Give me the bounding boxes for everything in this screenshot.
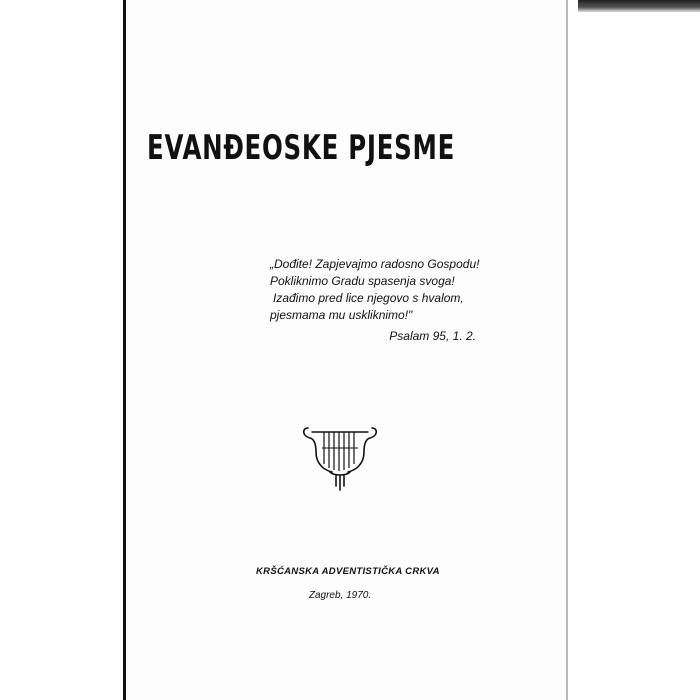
place-and-year: Zagreb, 1970. [308,590,372,601]
page-edge-top-right [578,0,700,12]
epigraph-line: „Dođite! Zapjevajmo radosno Gospodu! [270,257,480,271]
lyre-icon [300,418,380,494]
epigraph-reference: Psalam 95, 1. 2. [389,329,476,343]
publisher-name: KRŠĆANSKA ADVENTISTIČKA CRKVA [256,566,440,577]
epigraph [270,256,510,345]
book-title: EVANĐEOSKE PJESME [147,128,456,168]
page-edge-right [566,0,568,700]
epigraph-line: pjesmama mu uskliknimo!" [270,308,413,322]
epigraph-line: Izađimo pred lice njegovo s hvalom, [273,291,464,305]
epigraph-line: Pokliknimo Gradu spasenja svoga! [270,274,455,288]
